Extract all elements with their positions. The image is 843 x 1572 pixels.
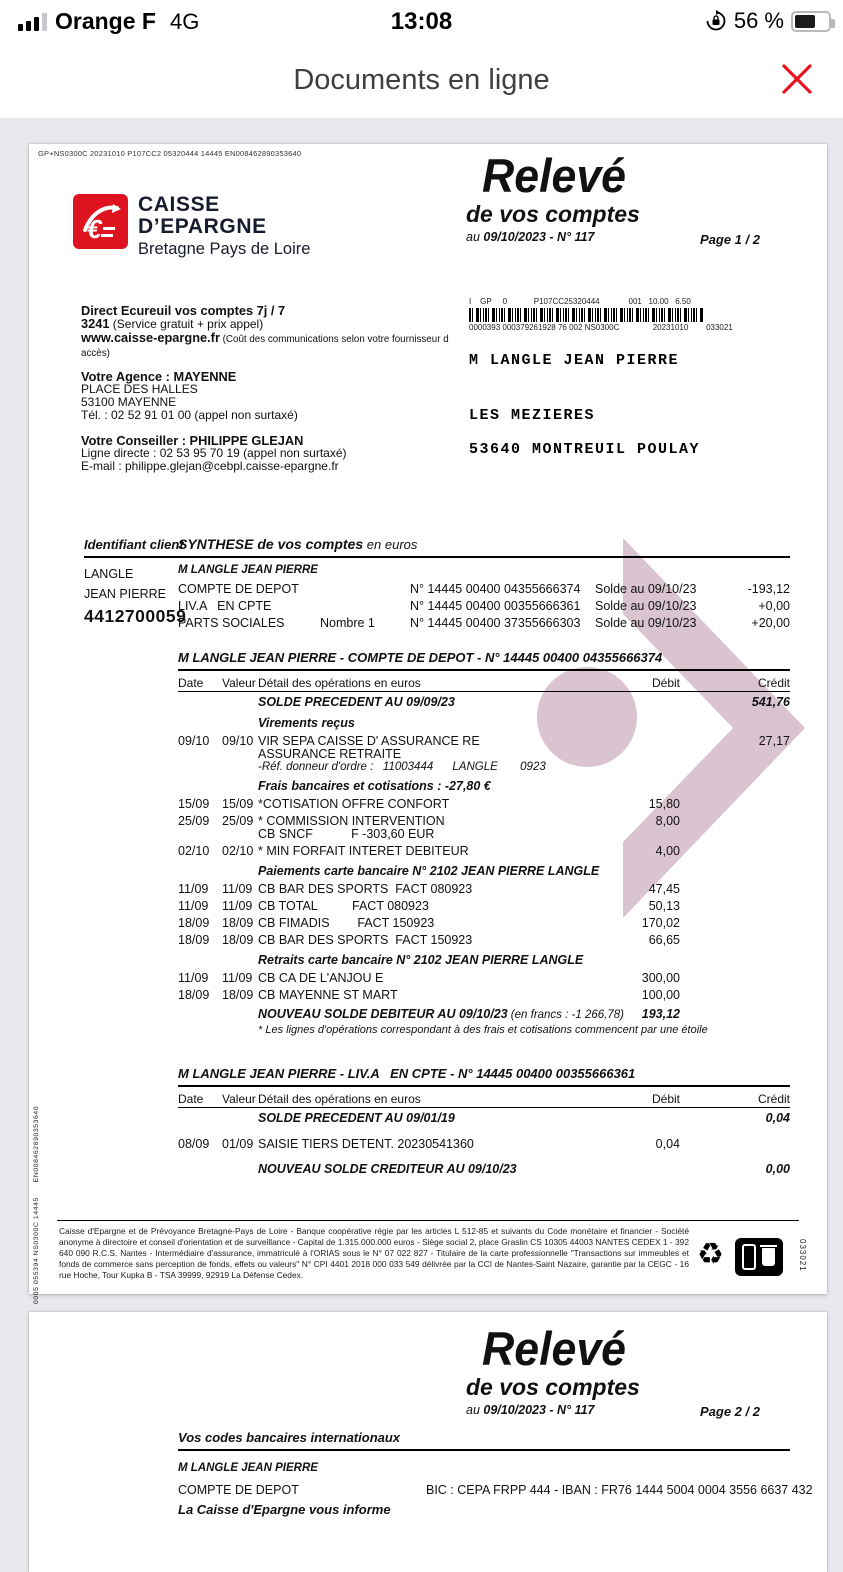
subsection-label: Retraits carte bancaire N° 2102 JEAN PIERRE LANGLE	[258, 953, 584, 967]
op-detail: CB BAR DES SPORTS FACT 150923	[258, 933, 473, 947]
transactions-table	[178, 1112, 790, 1177]
releve-date: au 09/10/2023 - N° 117	[466, 230, 595, 244]
table-row	[178, 934, 790, 947]
op-debit: 4,00	[655, 844, 680, 858]
account-label: PARTS SOCIALES	[178, 616, 285, 630]
logo-mark	[73, 194, 128, 249]
table-row	[178, 865, 790, 878]
side-code-right: 033021	[798, 1239, 807, 1272]
synthese-rows	[178, 582, 790, 633]
op-debit: 100,00	[641, 988, 680, 1002]
table-row	[178, 845, 790, 858]
close-button[interactable]	[775, 58, 819, 102]
op-debit: 300,00	[641, 971, 680, 985]
op-date: 25/09	[178, 814, 210, 828]
op-date: 09/10	[178, 734, 210, 748]
close-icon	[780, 62, 814, 96]
triman-recycle-icon: ♻	[697, 1238, 724, 1271]
website-link[interactable]: www.caisse-epargne.fr	[81, 330, 220, 345]
op-detail: CB MAYENNE ST MART	[258, 988, 398, 1002]
op-detail: CB FIMADIS FACT 150923	[258, 916, 435, 930]
table-row	[178, 972, 790, 985]
subsection-label: Paiements carte bancaire N° 2102 JEAN PIERRE LANGLE	[258, 864, 600, 878]
phone-service-title: Direct Ecureuil vos comptes 7j / 7	[81, 303, 286, 318]
document-reference: GP+NS0300C 20231010 P107CC2 05320444 14445 EN008462890353640	[38, 149, 302, 158]
op-value-date: 18/09	[222, 933, 254, 947]
transactions-table	[178, 696, 790, 1037]
table-row	[178, 780, 790, 793]
op-value-date: 18/09	[222, 988, 254, 1002]
page-number: Page 1 / 2	[700, 232, 760, 247]
shares-count: Nombre 1	[320, 616, 375, 630]
synthese-row	[178, 582, 790, 599]
advisor-title: Votre Conseiller : PHILIPPE GLEJAN	[81, 433, 304, 448]
op-debit: 0,04	[655, 1137, 680, 1151]
table-header: Date Valeur Détail des opérations en euros Débit Crédit	[178, 1092, 790, 1106]
document-viewer[interactable]	[0, 118, 843, 1517]
battery-percent: 56 %	[733, 8, 784, 33]
op-date: 11/09	[178, 971, 209, 985]
op-date: 11/09	[178, 899, 209, 913]
account-number: N° 14445 00400 37355666303	[410, 616, 581, 630]
op-value-date: 15/09	[222, 797, 254, 811]
recipient-address	[469, 352, 819, 458]
releve-heading	[454, 149, 744, 244]
address-line: M LANGLE JEAN PIERRE	[469, 352, 680, 369]
side-code-left: 0005 055394 NS0300C 14445 EN008462890353640	[33, 1105, 40, 1304]
page-title: Documents en ligne	[293, 64, 550, 96]
table-row	[178, 1163, 790, 1177]
op-value-date: 18/09	[222, 916, 254, 930]
table-row	[178, 696, 790, 710]
op-detail: CB CA DE L'ANJOU E	[258, 971, 384, 985]
mailing-block	[469, 297, 819, 458]
op-date: 18/09	[178, 988, 210, 1002]
op-debit: 170,02	[641, 916, 680, 930]
synthese-title: SYNTHESE de vos comptes	[178, 536, 364, 552]
balance-date-label: Solde au 09/10/23	[595, 616, 697, 630]
logo-region: Bretagne Pays de Loire	[138, 240, 311, 258]
account-title: M LANGLE JEAN PIERRE - COMPTE DE DEPOT - N° 14445 00400 04355666374	[178, 650, 663, 665]
section-title: Vos codes bancaires internationaux	[178, 1430, 401, 1445]
table-row	[178, 1112, 790, 1126]
table-header: Date Valeur Détail des opérations en euros Débit Crédit	[178, 676, 790, 690]
table-row	[178, 1024, 790, 1037]
document-page-2	[29, 1312, 827, 1572]
footer-rule	[57, 1220, 799, 1221]
op-detail: CB BAR DES SPORTS FACT 080923	[258, 882, 473, 896]
account-holder: M LANGLE JEAN PIERRE	[178, 1462, 318, 1474]
sorting-bin-icon	[735, 1238, 783, 1276]
account-label: COMPTE DE DEPOT	[178, 1483, 299, 1497]
signal-icon	[18, 13, 47, 31]
barcode-meta-bottom: 0000393 000379261928 76 002 NS0300C 20231010 033021	[469, 323, 733, 332]
op-detail: * COMMISSION INTERVENTION CB SNCF F -303,60 EUR	[258, 814, 445, 841]
logo-name-line2: D’EPARGNE	[138, 215, 267, 238]
battery-icon	[791, 11, 831, 32]
agency-city-line: 53100 MAYENNE	[81, 395, 177, 409]
contact-block: Direct Ecureuil vos comptes 7j / 7 3241 (Service gratuit + prix appel) www.caisse-epargne.fr (Coût des communications selon votre fournisseur d accès) Votre Agence : MAYENNE PLACE DES HALLES 53100 MAYENNE Tél. : 02 52 91 01 00 (appel non surtaxé) Votre Conseiller : PHILIPPE GLEJAN Ligne directe : 02 53 95 70 19 (appel non surtaxé) E-mail : philippe.glejan@cebpl.caisse-epargne.fr	[81, 304, 451, 473]
balance-amount: +0,00	[758, 599, 790, 613]
op-detail: * MIN FORFAIT INTERET DEBITEUR	[258, 844, 469, 858]
account-label: COMPTE DE DEPOT	[178, 582, 299, 596]
synthese-section: SYNTHESE de vos comptes en euros M LANGLE JEAN PIERRE COMPTE DE DEPOT N° 14445 00400 04355666374 Solde au 09/10/23 -193,12 LIV.A EN CPTE N° 14445 00400 00355666361 Solde au 09/10/23 +0,00 PARTS SOCIALES Nombre 1 N° 14445 00400 37355666303 Solde au 09/10/23 +20,00	[178, 536, 790, 633]
client-id-label: Identifiant client	[84, 537, 184, 558]
document-page-1	[29, 144, 827, 1304]
op-value-date: 25/09	[222, 814, 254, 828]
op-detail: VIR SEPA CAISSE D' ASSURANCE RE ASSURANCE RETRAITE -Réf. donneur d'ordre : 11003444 LANGLE 0923	[258, 734, 546, 773]
op-value-date: 11/09	[222, 882, 253, 896]
table-row	[178, 989, 790, 1002]
balance-debit: 193,12	[641, 1007, 680, 1021]
clock: 13:08	[390, 8, 453, 35]
op-credit: 27,17	[758, 734, 790, 748]
client-name-line: JEAN PIERRE	[84, 587, 166, 601]
address-line: 53640 MONTREUIL POULAY	[469, 441, 701, 458]
barcode	[469, 308, 704, 322]
balance-label: SOLDE PRECEDENT AU 09/01/19	[258, 1111, 455, 1125]
subsection-label: Frais bancaires et cotisations : -27,80 €	[258, 779, 491, 793]
table-row	[178, 917, 790, 930]
table-row	[178, 735, 790, 773]
international-codes-section	[178, 1430, 790, 1451]
page-number: Page 2 / 2	[700, 1404, 760, 1419]
table-row	[178, 1138, 790, 1151]
op-debit: 8,00	[655, 814, 680, 828]
agency-title: Votre Agence : MAYENNE	[81, 369, 237, 384]
agency-phone-line: Tél. : 02 52 91 01 00 (appel non surtaxé)	[81, 408, 298, 422]
client-id-number: 4412700059	[84, 606, 187, 626]
table-row	[178, 1008, 790, 1022]
rotation-lock-icon	[705, 10, 727, 32]
releve-title: Relevé	[482, 1322, 626, 1375]
op-debit: 66,65	[648, 933, 680, 947]
account-title: M LANGLE JEAN PIERRE - LIV.A EN CPTE - N° 14445 00400 00355666361	[178, 1066, 636, 1081]
table-row	[178, 883, 790, 896]
account-section-liva	[178, 1066, 790, 1189]
balance-label: SOLDE PRECEDENT AU 09/09/23	[258, 695, 455, 709]
op-detail: *COTISATION OFFRE CONFORT	[258, 797, 450, 811]
op-value-date: 11/09	[222, 971, 253, 985]
op-date: 02/10	[178, 844, 210, 858]
phone-number: 3241	[81, 316, 110, 331]
op-debit: 15,80	[648, 797, 680, 811]
table-row	[178, 815, 790, 841]
table-row	[178, 900, 790, 913]
releve-subtitle: de vos comptes	[466, 1374, 640, 1400]
op-detail: SAISIE TIERS DETENT. 20230541360	[258, 1137, 474, 1151]
table-row	[178, 717, 790, 730]
account-label: LIV.A EN CPTE	[178, 599, 272, 613]
op-date: 18/09	[178, 933, 210, 947]
synthese-row	[178, 616, 790, 633]
carrier-label: Orange F	[55, 8, 156, 34]
table-footnote: * Les lignes d'opérations correspondant à des frais et cotisations commencent par une étoile	[258, 1024, 708, 1036]
account-holder: M LANGLE JEAN PIERRE	[178, 564, 318, 576]
balance-date-label: Solde au 09/10/23	[595, 599, 697, 613]
account-number: N° 14445 00400 00355666361	[410, 599, 581, 613]
balance-credit: 541,76	[751, 695, 790, 709]
balance-date-label: Solde au 09/10/23	[595, 582, 697, 596]
footer-legal: Caisse d'Epargne et de Prévoyance Bretagne-Pays de Loire - Banque coopérative régie par les articles L 512-85 et suivants du Code monétaire et financier - Société anonyme à directoire et conseil d'orientation et de surveillance - Capital de 1.315.000.000 euros - Siège social 2, place Graslin CS 10305 44003 NANTES CEDEX 1 - 392 640 090 R.C.S. Nantes - Intermédiaire d'assurance, immatriculé à l'ORIAS sous le N° 07 022 827 - Titulaire de la carte professionnelle "Transactions sur immeubles et fonds de commerce sans perception de fonds, effets ou valeurs" N° CPI 4401 2018 000 033 549 délivrée par la CCI de Nantes-Saint Nazaire, garantie par la CEGC - 16 rue Hoche, Tour Kupka B - TSA 39999, 92919 La Défense Cedex.	[59, 1226, 689, 1280]
agency-address-line: PLACE DES HALLES	[81, 382, 198, 396]
subsection-label: Virements reçus	[258, 716, 355, 730]
caisse-epargne-logo	[73, 194, 310, 260]
op-value-date: 01/09	[222, 1137, 254, 1151]
client-name-line: LANGLE	[84, 567, 134, 581]
releve-title: Relevé	[482, 149, 626, 202]
info-section-title: La Caisse d'Epargne vous informe	[178, 1502, 391, 1517]
op-value-date: 09/10	[222, 734, 254, 748]
op-value-date: 02/10	[222, 844, 254, 858]
advisor-phone-line: Ligne directe : 02 53 95 70 19 (appel non surtaxé)	[81, 446, 347, 460]
account-section-depot	[178, 650, 790, 1041]
balance-label: NOUVEAU SOLDE DEBITEUR AU 09/10/23 (en francs : -1 266,78)	[258, 1007, 624, 1021]
op-detail: CB TOTAL FACT 080923	[258, 899, 429, 913]
balance-amount: +20,00	[751, 616, 790, 630]
op-debit: 47,45	[648, 882, 680, 896]
table-row	[178, 954, 790, 967]
op-date: 08/09	[178, 1137, 210, 1151]
barcode-meta-top: I GP 0 P107CC25320444 001 10.00 6.50	[469, 297, 691, 306]
balance-credit: 0,00	[765, 1162, 790, 1176]
releve-subtitle: de vos comptes	[466, 201, 640, 227]
app-header	[0, 44, 843, 118]
synthese-row	[178, 599, 790, 616]
op-date: 18/09	[178, 916, 210, 930]
op-date: 15/09	[178, 797, 210, 811]
releve-date: au 09/10/2023 - N° 117	[466, 1403, 595, 1417]
bic-iban: BIC : CEPA FRPP 444 - IBAN : FR76 1444 5004 0004 3556 6637 432	[426, 1483, 813, 1497]
balance-credit: 0,04	[765, 1111, 790, 1125]
balance-amount: -193,12	[747, 582, 790, 596]
table-row	[178, 798, 790, 811]
status-bar	[0, 0, 843, 44]
advisor-email-line: E-mail : philippe.glejan@cebpl.caisse-epargne.fr	[81, 459, 339, 473]
svg-text:€: €	[86, 213, 101, 244]
op-debit: 50,13	[648, 899, 680, 913]
op-value-date: 11/09	[222, 899, 253, 913]
logo-name-line1: CAISSE	[138, 193, 220, 216]
network-label: 4G	[169, 8, 200, 34]
balance-label: NOUVEAU SOLDE CREDITEUR AU 09/10/23	[258, 1162, 517, 1176]
address-line: LES MEZIERES	[469, 407, 596, 424]
op-date: 11/09	[178, 882, 209, 896]
account-number: N° 14445 00400 04355666374	[410, 582, 581, 596]
